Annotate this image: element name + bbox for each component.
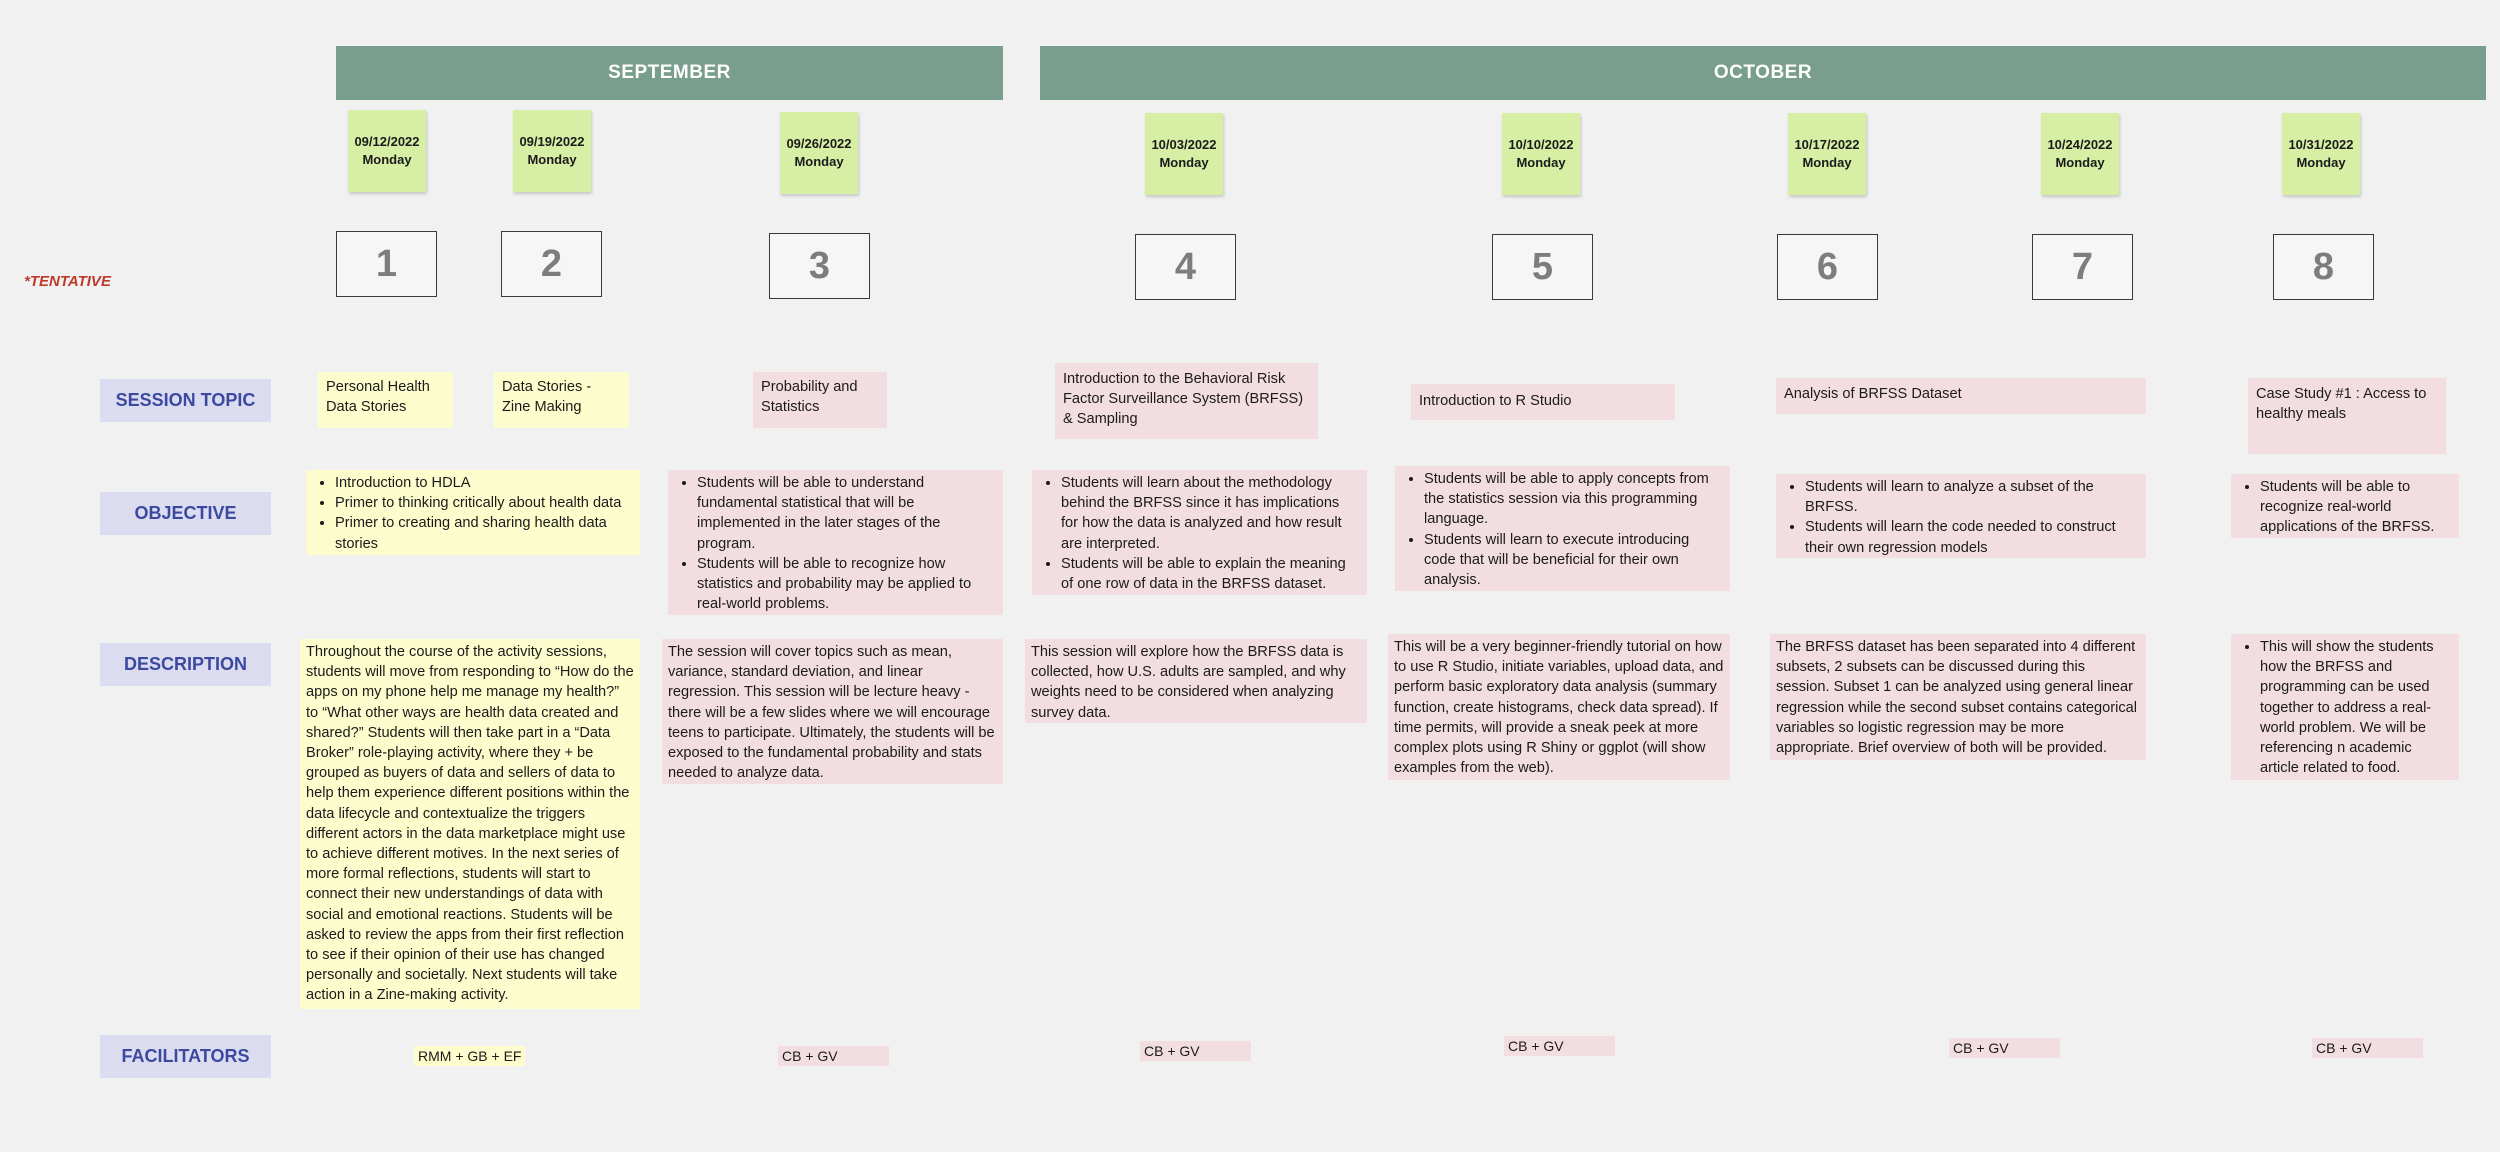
date-text: 09/26/2022 bbox=[786, 136, 852, 151]
day-text: Monday bbox=[794, 154, 844, 169]
objective-list bbox=[675, 473, 996, 614]
topic-note-session-1 bbox=[318, 372, 453, 428]
description-text: This session will explore how the BRFSS data is collected, how U.S. adults are sampled, and why weights need to be considered when analyzing survey data. bbox=[1031, 644, 1346, 721]
description-note-sessions-1-2 bbox=[300, 639, 640, 1009]
date-note-session-2 bbox=[513, 110, 591, 192]
session-number-7: 7 bbox=[2032, 234, 2133, 300]
date-note-session-5 bbox=[1502, 113, 1580, 195]
date-text: 09/12/2022 bbox=[354, 134, 420, 149]
objective-item: • Introduction to HDLA bbox=[335, 473, 633, 493]
topic-note-session-3 bbox=[753, 372, 887, 428]
objective-item: • Students will learn the code needed to construct their own regression models bbox=[1805, 517, 2139, 557]
description-text: Throughout the course of the activity sessions, students will move from responding to “How do the apps on my phone help me manage my health?” to “What other ways are health data created and shared?” Students will then take part in a “Data Broker” role-playing activity, where they + be grouped as buyers of data and sellers of data to help them experience different positions within the data lifecycle and contextualize the triggers different actors in the data marketplace might use to achieve different motives. In the next series of more formal reflections, students will start to connect their new understandings of data with social and emotional reactions. Students will be asked to review the apps from their first reflection to see if their opinion of their use has changed personally and societally. Next students will take action in a Zine-making activity. bbox=[306, 644, 634, 1004]
session-number-5: 5 bbox=[1492, 234, 1593, 300]
objective-item: • Primer to thinking critically about health data bbox=[335, 493, 633, 513]
date-note-session-3 bbox=[780, 112, 858, 194]
facilitators-note-sessions-1-2: RMM + GB + EF bbox=[414, 1046, 525, 1066]
session-number-4: 4 bbox=[1135, 234, 1236, 300]
topic-note-session-6 bbox=[1776, 378, 2146, 414]
objective-list bbox=[1039, 473, 1360, 594]
objective-item: • Students will learn to analyze a subset of the BRFSS. bbox=[1805, 477, 2139, 517]
session-number-3: 3 bbox=[769, 233, 870, 299]
objective-item: • Students will be able to recognize real-world applications of the BRFSS. bbox=[2260, 477, 2452, 538]
objective-item: • Students will learn to execute introducing code that will be beneficial for their own analysis. bbox=[1424, 530, 1723, 591]
objective-note-session-5 bbox=[1395, 466, 1730, 591]
session-number-1: 1 bbox=[336, 231, 437, 297]
topic-note-session-5 bbox=[1411, 384, 1675, 420]
date-text: 10/03/2022 bbox=[1151, 137, 1217, 152]
description-text: The BRFSS dataset has been separated into 4 different subsets, 2 subsets can be discussed during this session. Subset 1 can be analyzed using general linear regression while the second subset contains categorical variables so logistic regression may be more appropriate. Brief overview of both will be provided. bbox=[1776, 639, 2137, 757]
description-note-session-6 bbox=[1770, 634, 2146, 760]
row-label-description: DESCRIPTION bbox=[100, 643, 271, 686]
date-text: 10/17/2022 bbox=[1794, 137, 1860, 152]
description-note-session-4 bbox=[1025, 639, 1367, 723]
description-text: This will be a very beginner-friendly tutorial on how to use R Studio, initiate variables, upload data, and perform basic exploratory data analysis (summary function, create histograms, check data spread). If time permits, will provide a sneak peek at more complex plots using R Shiny or ggplot (will show examples from the web). bbox=[1394, 639, 1724, 777]
day-text: Monday bbox=[1159, 155, 1209, 170]
objective-note-sessions-1-2 bbox=[306, 470, 640, 555]
objective-item: • Students will be able to understand fundamental statistical that will be implemented in the later stages of the program. bbox=[697, 473, 996, 554]
day-text: Monday bbox=[2055, 155, 2105, 170]
day-text: Monday bbox=[1802, 155, 1852, 170]
date-text: 10/10/2022 bbox=[1508, 137, 1574, 152]
session-number-2: 2 bbox=[501, 231, 602, 297]
topic-text: Personal Health Data Stories bbox=[326, 379, 430, 416]
tentative-label: *TENTATIVE bbox=[24, 273, 111, 290]
date-text: 10/24/2022 bbox=[2047, 137, 2113, 152]
description-text: The session will cover topics such as mean, variance, standard deviation, and linear regression. This session will be lecture heavy - there will be a few slides where we will encourage teens to participate. Ultimately, the students will be exposed to the fundamental probability and stats needed to analyze data. bbox=[668, 644, 995, 782]
objective-item: • Students will be able to recognize how statistics and probability may be applied to real-world problems. bbox=[697, 554, 996, 615]
objective-list bbox=[313, 473, 633, 554]
topic-text: Probability and Statistics bbox=[761, 379, 858, 416]
objective-item: • Students will learn about the methodology behind the BRFSS since it has implications for how the data is analyzed and how result are interpreted. bbox=[1061, 473, 1360, 554]
facilitators-note-session-4: CB + GV bbox=[1140, 1041, 1251, 1061]
date-note-session-4 bbox=[1145, 113, 1223, 195]
topic-note-session-4 bbox=[1055, 363, 1318, 439]
session-number-6: 6 bbox=[1777, 234, 1878, 300]
description-list bbox=[2238, 637, 2452, 778]
objective-list bbox=[1783, 477, 2139, 558]
day-text: Monday bbox=[527, 152, 577, 167]
topic-text: Introduction to R Studio bbox=[1419, 393, 1572, 409]
topic-text: Case Study #1 : Access to healthy meals bbox=[2256, 386, 2427, 423]
topic-text: Data Stories - Zine Making bbox=[502, 379, 592, 416]
description-item: • This will show the students how the BRFSS and programming can be used together to address a real-world problem. We will be referencing n academic article related to food. bbox=[2260, 637, 2452, 778]
topic-text: Introduction to the Behavioral Risk Factor Surveillance System (BRFSS) & Sampling bbox=[1063, 371, 1304, 428]
objective-list bbox=[2238, 477, 2452, 538]
objective-item: • Primer to creating and sharing health data stories bbox=[335, 513, 633, 553]
facilitators-note-session-8: CB + GV bbox=[2312, 1038, 2423, 1058]
row-label-objective: OBJECTIVE bbox=[100, 492, 271, 535]
objective-note-session-3 bbox=[668, 470, 1003, 615]
day-text: Monday bbox=[2296, 155, 2346, 170]
date-text: 09/19/2022 bbox=[519, 134, 585, 149]
date-note-session-6 bbox=[1788, 113, 1866, 195]
objective-item: • Students will be able to apply concepts from the statistics session via this programming language. bbox=[1424, 469, 1723, 530]
topic-text: Analysis of BRFSS Dataset bbox=[1784, 386, 1962, 402]
day-text: Monday bbox=[1516, 155, 1566, 170]
date-note-session-8 bbox=[2282, 113, 2360, 195]
description-note-session-8 bbox=[2231, 634, 2459, 780]
month-header-september: SEPTEMBER bbox=[336, 46, 1003, 100]
objective-note-session-6 bbox=[1776, 474, 2146, 558]
objective-list bbox=[1402, 469, 1723, 590]
description-note-session-5 bbox=[1388, 634, 1730, 780]
date-note-session-1 bbox=[348, 110, 426, 192]
topic-note-session-8 bbox=[2248, 378, 2446, 454]
date-note-session-7 bbox=[2041, 113, 2119, 195]
row-label-session-topic: SESSION TOPIC bbox=[100, 379, 271, 422]
month-header-october: OCTOBER bbox=[1040, 46, 2486, 100]
objective-item: • Students will be able to explain the meaning of one row of data in the BRFSS dataset. bbox=[1061, 554, 1360, 594]
topic-note-session-2 bbox=[494, 372, 629, 428]
day-text: Monday bbox=[362, 152, 412, 167]
session-number-8: 8 bbox=[2273, 234, 2374, 300]
row-label-facilitators: FACILITATORS bbox=[100, 1035, 271, 1078]
date-text: 10/31/2022 bbox=[2288, 137, 2354, 152]
facilitators-note-session-3: CB + GV bbox=[778, 1046, 889, 1066]
objective-note-session-8 bbox=[2231, 474, 2459, 538]
facilitators-note-session-5: CB + GV bbox=[1504, 1036, 1615, 1056]
objective-note-session-4 bbox=[1032, 470, 1367, 595]
facilitators-note-sessions-6-7: CB + GV bbox=[1949, 1038, 2060, 1058]
description-note-session-3 bbox=[662, 639, 1003, 784]
